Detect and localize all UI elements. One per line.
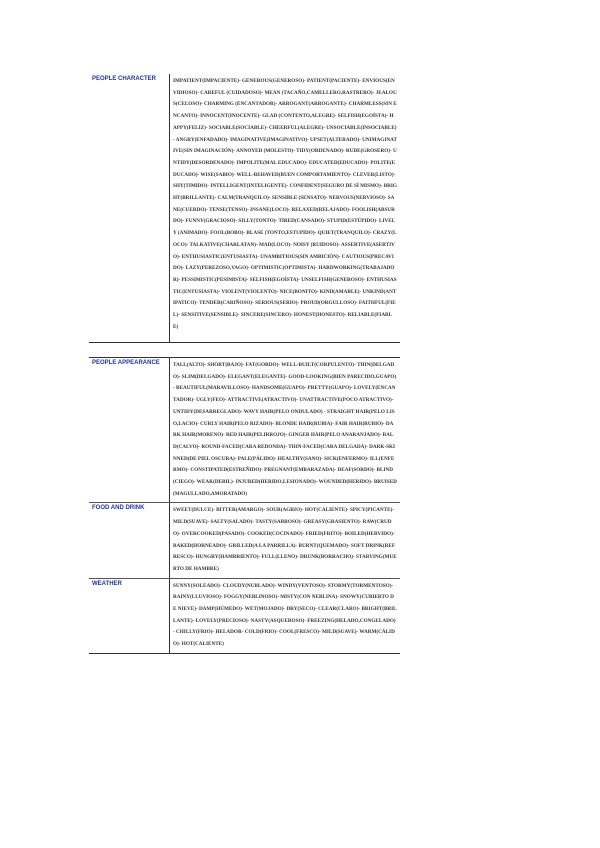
category-label: PEOPLE CHARACTER [92, 76, 157, 82]
table-row [89, 358, 400, 503]
vocabulary-table-main [89, 357, 400, 654]
category-cell [89, 503, 170, 578]
vocabulary-table-character [89, 74, 400, 343]
category-label: WEATHER [92, 580, 122, 587]
vocabulary-text: SUNNY(SOLEADO)- CLOUDY(NUBLADO)- WINDY(VENTOSO)- STORMY(TORMENTOSO)- RAINY(LLUVIOSO)- FOGGY(NEBLINOSO)- MISTY(CON NEBLINA)- SNOWY(CUBIERTO DE NIEVE)- DAMP(HÚMEDO)- WET(MOJADO)- DRY(SECO)- CLEAR(CLARO)- BRIGHT(BRILLANTE)- LOVELY(PRECIOSO)- NASTY(ASQUEROSO)- FREEZING(HELADO,CONGELADO)- CHILLY(FRIO)- HELADOR- COLD(FRIO)- COOL(FRESCO)- MILD(SUAVE)- WARM(CÁLIDO)- HOT(CALIENTE) [170, 578, 401, 653]
table-row [89, 578, 400, 653]
category-cell [89, 358, 170, 503]
category-cell [89, 578, 170, 653]
table-row [89, 74, 400, 343]
vocabulary-text: SWEET(DULCE)- BITTER(AMARGO)- SOUR(AGRIO)- HOT(CALIENTE)- SPICY(PICANTE)- MILD(SUAVE)- SALTY(SALADO)- TASTY(SABROSO)- GREASY(GRASIENTO)- RAW(CRUDO)- OVERCOOKED(PASADO)- COOKED(COCINADO)- FRIED(FRITO)- BOILED(HERVIDO)- BAKED(HORNEADO)- GRILLED(A LA PARRILLA)- BURNT(QUEMADO)- SOFT DRINK(REFRESCO)- HUNGRY(HAMBRIENTO)- FULL(LLENO)- DRUNK(BORRACHO)- STARVING(MUERTO DE HAMBRE) [170, 503, 401, 578]
category-label: FOOD AND DRINK [92, 505, 145, 512]
category-cell [89, 74, 170, 343]
table-row [89, 503, 400, 578]
vocabulary-text: TALL(ALTO)- SHORT(BAJO)- FAT(GORDO)- WELL-BUILT(CORPULENTO)- THIN(DELGADO)- SLIM(DELGADO)- ELEGANT(ELEGANTE)- GOOD-LOOKING(BIEN PARECIDO,GUAPO)- BEAUTIFUL(MARAVILLOSO)- HANDSOME(GUAPO)- PRETTY(GUAPO)- LOVELY(ENCANTADOR)- UGLY(FEO)- ATTRACTIVE(ATRACTIVO)- UNATTRACTIVE(POCO ATRACTIVO)- UNTIDY(DESARREGLADO)- WAVY HAIR(PELO ONDULADO) - STRAIGHT HAIR(PELO LISO,LACIO)- CURLY HAIR(PELO RIZADO)- BLONDE HAIR(RUBIA)- FAIR HAIR(RUBIO)- DARK HAIR(MORENO)- RED HAIR(PELIRROJO)- GINGER HAIR(PELO ANARANJADO)- BALD(CALVO)- ROUND-FACED(CARA REDONDA)- THIN-FACED(CARA DELGADA)- DARK-SKINNED(DE PIEL OSCURA)- PALE(PÁLIDO)- HEALTHY(SANO)- SICK(ENFERMO)- ILL(ENFERMO)- CONSTIPATED(ESTREÑIDO)- PREGNANT(EMBARAZADA)- DEAF(SORDO)- BLIND(CIEGO)- WEAK(DEBIL)- INJURED(HERIDO,LESIONADO)- WOUNDED(HERIDO)- BRUISED(MAGULLADO,AMORATADO) [170, 358, 401, 503]
category-label: PEOPLE APPEARANCE [92, 360, 160, 366]
vocabulary-text: IMPATIENT(IMPACIENTE)- GENEROUS(GENEROSO)- PATIENT(PACIENTE)- ENVIOUS(ENVIDIOSO)- CAREFUL (CUIDADOSO)- MEAN (TACAÑO,CAMELLERO,RASTRERO)- JEALOUS(CELOSO)- CHARMING (ENCANTADOR)- ARROGANT(ARROGANTE)- CHARMLESS(SIN ENCANTO)- INNOCENT(INOCENTE)- GLAD (CONTENTO,ALEGRE)- SELFISH(EGOÍSTA)- HAPPY(FELIZ)- SOCIABLE(SOCIABLE)- CHEERFUL(ALEGRE)- UNSOCIABLE(INSOCIABLE)- ANGRY(ENFADADO)- IMAGINATIVE(IMAGINATIVO)- UPSET(ALTERADO)- UNIMAGINATIVE(SIN IMAGINACIÓN)- ANNOYED (MOLESTO)- TIDY(ORDENADO)- RUDE(GROSERO)- UNTIDY(DESORDENADO)- IMPOLITE(MAL EDUCADO)- EDUCATED(EDUCADO)- POLITE(EDUCADO)- WISE(SABIO)- WELL-BEHAVED(BUEN COMPORTAMIENTO)- CLEVER(LISTO)- SHY(TIMIDO)- INTELLIGENT(INTELIGENTE)- CONFIDENT(SEGURO DE SÍ MISMO)- BRIGHT(BRILLANTE)- CALM(TRANQUILO)- SENSIBLE (SENSATO)- NERVOUS(NERVIOSO)- SANE(CUERDO)- TENSE(TENSO)- INSANE(LOCO)- RELAXED(RELAJADO)- FOOLISH(ABSURDO)- FUNNY(GRACIOSO)- SILLY(TONTO)- TIRED(CANSADO)- STUPID(ESTÚPIDO)- LIVELY (ANIMADO)- FOOL(BOBO)- BLASE (TONTO,ESTUPIDO)- QUIET(TRANQUILO)- CRAZY(LOCO)- TALKATIVE(CHARLATAN)- MAD(LOCO)- NOISY (RUIDOSO)- ASSERTIVE(ASERTIVO)- ENTHUSIASTIC(ENTUSIASTA)- UNAMBITIOUS(SIN AMBICIÓN)- CAUTIOUS(PRECAVIDO)- LAZY(PEREZOSO,VAGO)- OPTIMISTIC(OPTIMISTA)- HARDWORKING(TRABAJADOR)- PESSIMISTIC(PESIMISTA)- SELFISH(EGOÍSTA)- UNSELFISH(GENEROSO)- ENTHUSIASTIC(ENTUSIASTA)- VIOLENT(VIOLENTO)- NICE(BONITO)- KIND(AMABLE)- UNKIND(ANTIPATICO)- TENDER(CARIÑOSO)- SERIOUS(SERIO)- PROUD(ORGULLOSO)- FAITHFUL(FIEL)- SENSITIVE(SENSIBLE)- SINCERE(SINCERO)- HONEST(HONESTO)- RELIABLE(FIABLE) [173, 78, 397, 330]
